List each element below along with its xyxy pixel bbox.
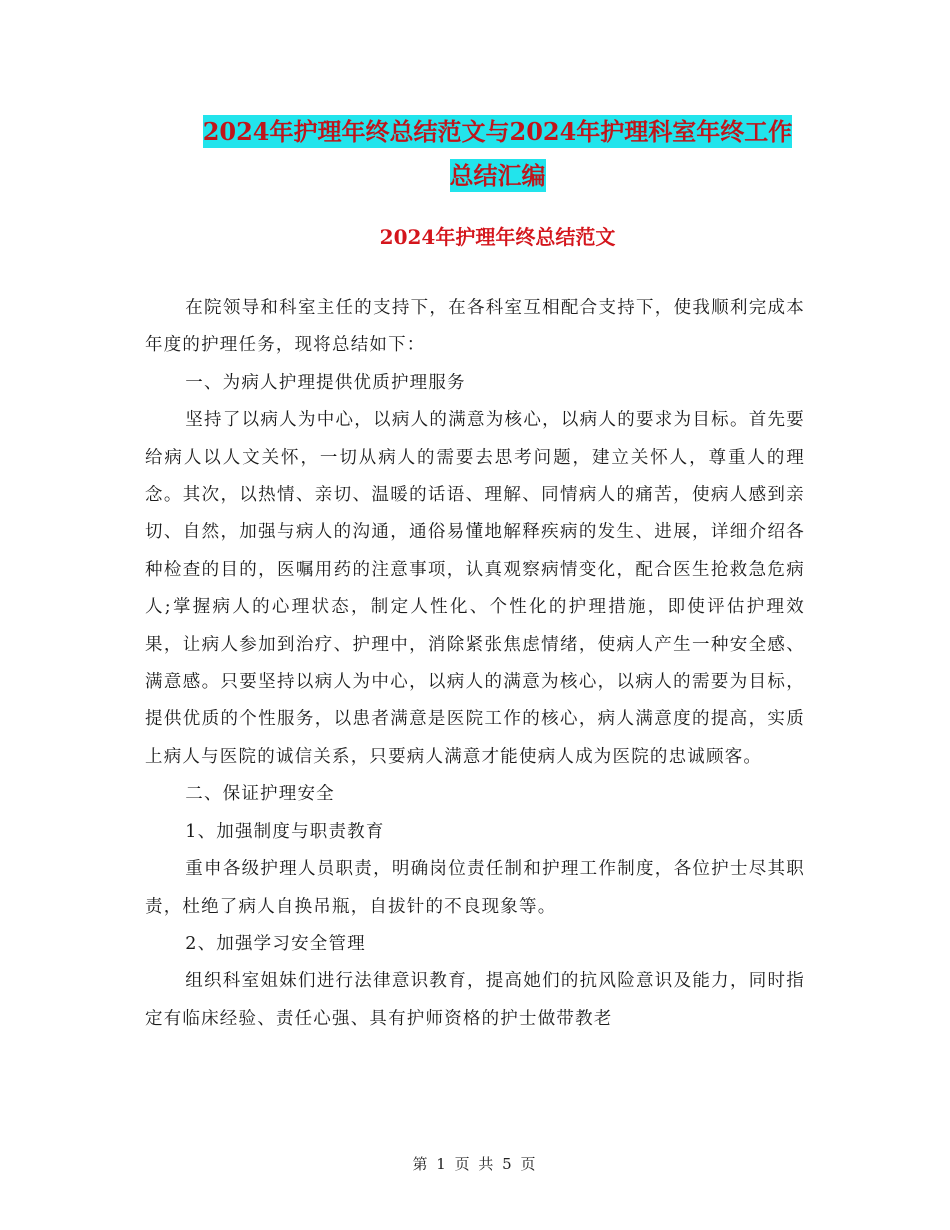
paragraph-duty-education: 重申各级护理人员职责，明确岗位责任制和护理工作制度，各位护士尽其职责，杜绝了病人自换吊瓶，自拔针的不良现象等。 [145,859,805,917]
document-title-line2: 总结汇编 [449,161,546,190]
paragraph-patient-centered: 坚持了以病人为中心，以病人的满意为核心，以病人的要求为目标。首先要给病人以人文关怀，一切从病人的需要去思考问题，建立关怀人，尊重人的理念。其次，以热情、亲切、温暖的话语、理解、同情病人的痛苦，使病人感到亲切、自然，加强与病人的沟通，通俗易懂地解释疾病的发生、进展，详细介绍各种检查的目的，医嘱用药的注意事项，认真观察病情变化，配合医生抢救急危病人;掌握病人的心理状态，制定人性化、个性化的护理措施，即使评估护理效果，让病人参加到治疗、护理中，消除紧张焦虑情绪，使病人产生一种安全感、满意感。只要坚持以病人为中心，以病人的满意为核心，以病人的需要为目标，提供优质的个性服务，以患者满意是医院工作的核心，病人满意度的提高，实质上病人与医院的诚信关系，只要病人满意才能使病人成为医院的忠诚顾客。 [145,410,805,767]
page-footer: 第 1 页 共 5 页 [412,1155,538,1173]
subheading-safety-management: 2、加强学习安全管理 [185,933,366,954]
document-body [145,290,805,1038]
paragraph-intro: 在院领导和科室主任的支持下，在各科室互相配合支持下，使我顺利完成本年度的护理任务，现将总结如下： [145,298,805,356]
section-title: 2024年护理年终总结范文 [379,225,616,249]
heading-nursing-safety: 二、保证护理安全 [185,784,335,805]
document-title-line1: 2024年护理年终总结范文与2024年护理科室年终工作 [202,117,793,146]
subheading-duty-education: 1、加强制度与职责教育 [185,821,385,842]
document-title [140,110,855,198]
paragraph-safety-management: 组织科室姐妹们进行法律意识教育，提高她们的抗风险意识及能力，同时指定有临床经验、责任心强、具有护师资格的护士做带教老 [145,971,805,1029]
heading-quality-service: 一、为病人护理提供优质护理服务 [185,372,466,393]
